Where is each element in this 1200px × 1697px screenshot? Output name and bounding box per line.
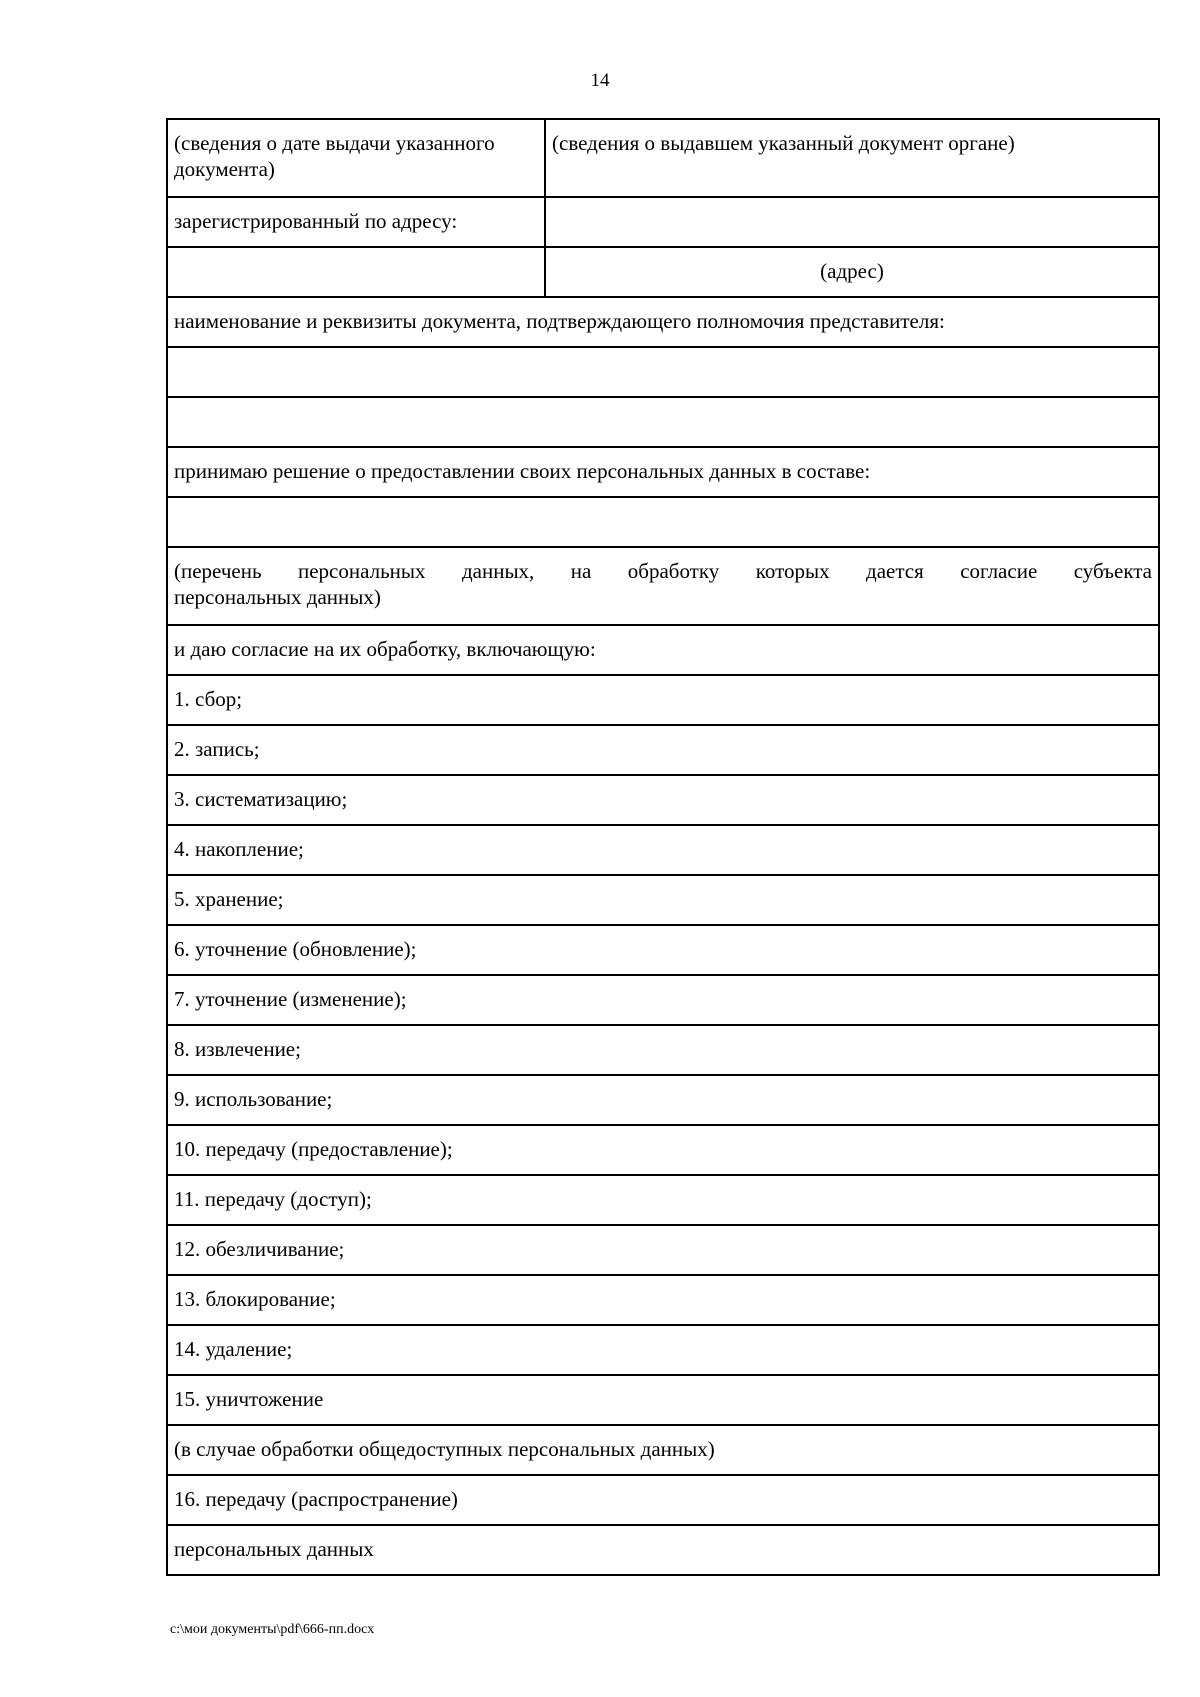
consent-intro-label: и даю согласие на их обработку, включающую:	[167, 625, 1159, 675]
table-row	[167, 1075, 1159, 1125]
table-row	[167, 547, 1159, 625]
processing-action-item: 7. уточнение (изменение);	[167, 975, 1159, 1025]
processing-action-item: 6. уточнение (обновление);	[167, 925, 1159, 975]
processing-action-item: 5. хранение;	[167, 875, 1159, 925]
representative-document-field-2[interactable]	[167, 397, 1159, 447]
table-row	[167, 119, 1159, 197]
table-row	[167, 197, 1159, 247]
table-row	[167, 1275, 1159, 1325]
representative-document-field-1[interactable]	[167, 347, 1159, 397]
table-row	[167, 725, 1159, 775]
footer-file-path: c:\мои документы\pdf\666-пп.docx	[170, 1622, 375, 1637]
processing-action-item: 9. использование;	[167, 1075, 1159, 1125]
processing-action-item: 14. удаление;	[167, 1325, 1159, 1375]
table-row	[167, 347, 1159, 397]
issue-date-caption: (сведения о дате выдачи указанного документа)	[167, 119, 545, 197]
table-row	[167, 825, 1159, 875]
address-caption: (адрес)	[545, 247, 1159, 297]
personal-data-list-caption-line-1: (перечень персональных данных, на обработку которых дается согласие субъекта	[174, 559, 1152, 583]
table-row	[167, 247, 1159, 297]
table-row	[167, 875, 1159, 925]
table-row	[167, 1375, 1159, 1425]
representative-document-label: наименование и реквизиты документа, подтверждающего полномочия представителя:	[167, 297, 1159, 347]
processing-action-item: 12. обезличивание;	[167, 1225, 1159, 1275]
personal-data-label: персональных данных	[167, 1525, 1159, 1575]
table-row	[167, 1175, 1159, 1225]
table-row	[167, 1325, 1159, 1375]
table-row	[167, 297, 1159, 347]
processing-action-item: 3. систематизацию;	[167, 775, 1159, 825]
table-row	[167, 1025, 1159, 1075]
processing-action-item: 10. передачу (предоставление);	[167, 1125, 1159, 1175]
processing-action-item: 8. извлечение;	[167, 1025, 1159, 1075]
processing-action-item: 13. блокирование;	[167, 1275, 1159, 1325]
table-row	[167, 975, 1159, 1025]
processing-action-item: 4. накопление;	[167, 825, 1159, 875]
distribution-action-item: 16. передачу (распространение)	[167, 1475, 1159, 1525]
table-row	[167, 925, 1159, 975]
issuing-authority-caption: (сведения о выдавшем указанный документ органе)	[545, 119, 1159, 197]
processing-action-item: 1. сбор;	[167, 675, 1159, 725]
processing-action-item: 2. запись;	[167, 725, 1159, 775]
table-row	[167, 1525, 1159, 1575]
table-row	[167, 1425, 1159, 1475]
processing-action-item: 11. передачу (доступ);	[167, 1175, 1159, 1225]
table-row	[167, 497, 1159, 547]
table-row	[167, 397, 1159, 447]
table-row	[167, 625, 1159, 675]
consent-form-table	[166, 118, 1160, 1576]
registered-address-field[interactable]	[545, 197, 1159, 247]
registered-address-label: зарегистрированный по адресу:	[167, 197, 545, 247]
address-extra-field[interactable]	[167, 247, 545, 297]
decision-label: принимаю решение о предоставлении своих персональных данных в составе:	[167, 447, 1159, 497]
table-row	[167, 1475, 1159, 1525]
public-data-note: (в случае обработки общедоступных персональных данных)	[167, 1425, 1159, 1475]
table-row	[167, 1125, 1159, 1175]
table-row	[167, 447, 1159, 497]
personal-data-list-field[interactable]	[167, 497, 1159, 547]
processing-action-item: 15. уничтожение	[167, 1375, 1159, 1425]
table-row	[167, 1225, 1159, 1275]
personal-data-list-caption	[167, 547, 1159, 625]
table-row	[167, 675, 1159, 725]
page-number: 14	[590, 70, 610, 91]
personal-data-list-caption-line-2: персональных данных)	[174, 585, 381, 609]
table-row	[167, 775, 1159, 825]
